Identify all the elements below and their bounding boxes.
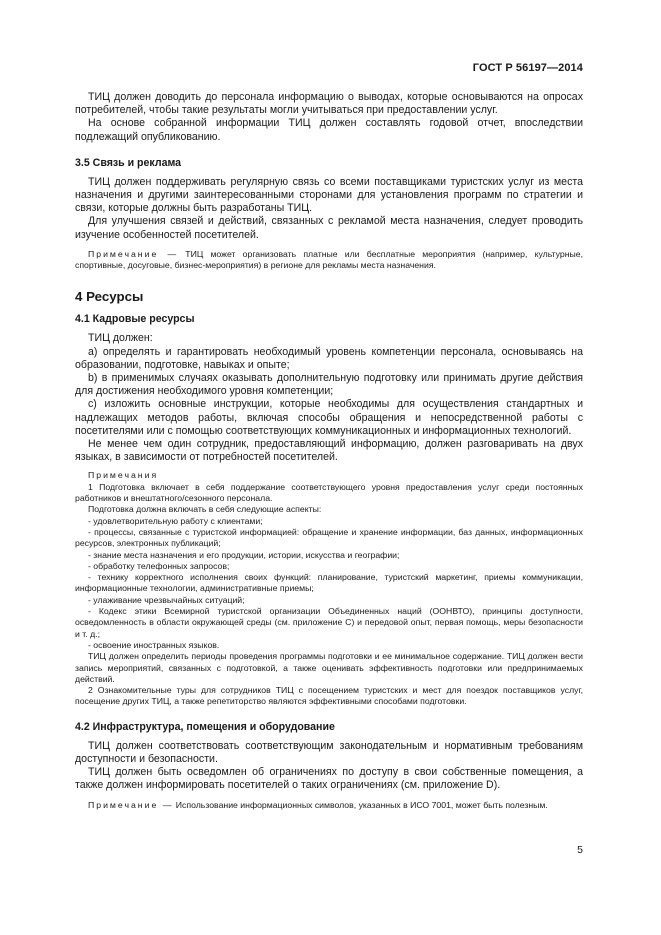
note-label: Примечание — bbox=[88, 248, 179, 259]
notes-label: Примечания bbox=[88, 470, 159, 481]
note-item: - технику корректного исполнения своих функций: планирование, туристский маркетинг, приемы коммуникации, информационные технологии, административные приемы; bbox=[75, 572, 583, 594]
note-item: Подготовка должна включать в себя следующие аспекты: bbox=[88, 504, 322, 515]
section-heading-4-1: 4.1 Кадровые ресурсы bbox=[75, 313, 195, 326]
page-content bbox=[75, 91, 583, 811]
note-text: Использование информационных символов, указанных в ИСО 7001, может быть полезным. bbox=[173, 799, 548, 810]
note-item: - удовлетворительную работу с клиентами; bbox=[88, 515, 263, 526]
paragraph: ТИЦ должен поддерживать регулярную связь со всеми поставщиками туристских услуг из места назначения и другими заинтересованными сторонами для установления программ по стратегии и связи, которые должны быть разработаны ТИЦ. bbox=[75, 175, 583, 215]
section-heading-3-5: 3.5 Связь и реклама bbox=[75, 156, 182, 169]
paragraph: ТИЦ должен: bbox=[88, 332, 153, 345]
section-heading-4: 4 Ресурсы bbox=[75, 289, 144, 305]
note-item: - освоение иностранных языков. bbox=[88, 639, 220, 650]
paragraph: На основе собранной информации ТИЦ должен составлять годовой отчет, впоследствии подлежащий опубликованию. bbox=[75, 117, 583, 143]
paragraph: ТИЦ должен соответствовать соответствующим законодательным и нормативным требованиям доступности и безопасности. bbox=[75, 739, 583, 765]
paragraph: Для улучшения связей и действий, связанных с рекламой места назначения, следует проводить изучение особенностей посетителей. bbox=[75, 215, 583, 241]
section-heading-4-2: 4.2 Инфраструктура, помещения и оборудование bbox=[75, 720, 335, 733]
page-number: 5 bbox=[577, 844, 583, 856]
note-item: - процессы, связанные с туристской информацией: обращение и хранение информации, баз данных, информационных ресурсов, электронных публикаций; bbox=[75, 526, 583, 549]
paragraph: Не менее чем один сотрудник, предоставляющий информацию, должен разговаривать на двух языках, в зависимости от потребностей посетителей. bbox=[75, 438, 583, 464]
note-text: ТИЦ может организовать платные или бесплатные мероприятия (например, культурные, спортивные, досуговые, бизнес-мероприятия) в регионе для рекламы места назначения. bbox=[75, 248, 583, 271]
note-item: 1 Подготовка включает в себя поддержание соответствующего уровня предоставления услуг среди постоянных работников и внештатного/сезонного персонала. bbox=[75, 481, 583, 504]
note-item: ТИЦ должен определить периоды проведения программы подготовки и ее минимальное содержание. ТИЦ должен вести запись мероприятий, связанных с подготовкой, а также оценивать эффективность подготовки или предпринимаемых действий. bbox=[75, 651, 583, 684]
paragraph: ТИЦ должен быть осведомлен об ограничениях по доступу в свои собственные помещения, а также должен информировать посетителей о таких ограничениях (см. приложение D). bbox=[75, 766, 583, 792]
note bbox=[75, 800, 583, 811]
paragraph: ТИЦ должен доводить до персонала информацию о выводах, которые основываются на опросах потребителей, чтобы такие результаты могли учитываться при предоставлении услуг. bbox=[75, 91, 583, 117]
list-item: с) изложить основные инструкции, которые необходимы для осуществления стандартных и надлежащих методов работы, включая способы обращения и непосредственной работы с посетителями или с помощью соответствующих коммуникационных и информационных технологий. bbox=[75, 398, 583, 437]
note-item: 2 Ознакомительные туры для сотрудников ТИЦ с посещением туристских и мест для поездок поставщиков услуг, посещение других ТИЦ, а также репетиторство являются эффективными способами подготовки. bbox=[75, 685, 583, 707]
note bbox=[75, 249, 583, 272]
note-item: - обработку телефонных запросов; bbox=[88, 560, 230, 571]
note-label: Примечание — bbox=[88, 799, 174, 810]
list-item: b) в применимых случаях оказывать дополнительную подготовку или принимать другие действия для достижения необходимого уровня компетенции; bbox=[75, 372, 583, 398]
note-item: - улаживание чрезвычайных ситуаций; bbox=[88, 594, 245, 605]
list-item: а) определять и гарантировать необходимый уровень компетенции персонала, основываясь на образовании, подготовке, навыках и опыте; bbox=[75, 345, 583, 371]
note-item: - Кодекс этики Всемирной туристской организации Объединенных наций (ООНВТО), принципы доступности, осведомленность в области окружающей среды (см. приложение С) и передовой опыт, первая помощь, меры безопасности и т. д.; bbox=[75, 606, 583, 639]
note-item: - знание места назначения и его продукции, истории, искусства и географии; bbox=[88, 549, 400, 560]
document-code: ГОСТ Р 56197—2014 bbox=[472, 62, 583, 74]
